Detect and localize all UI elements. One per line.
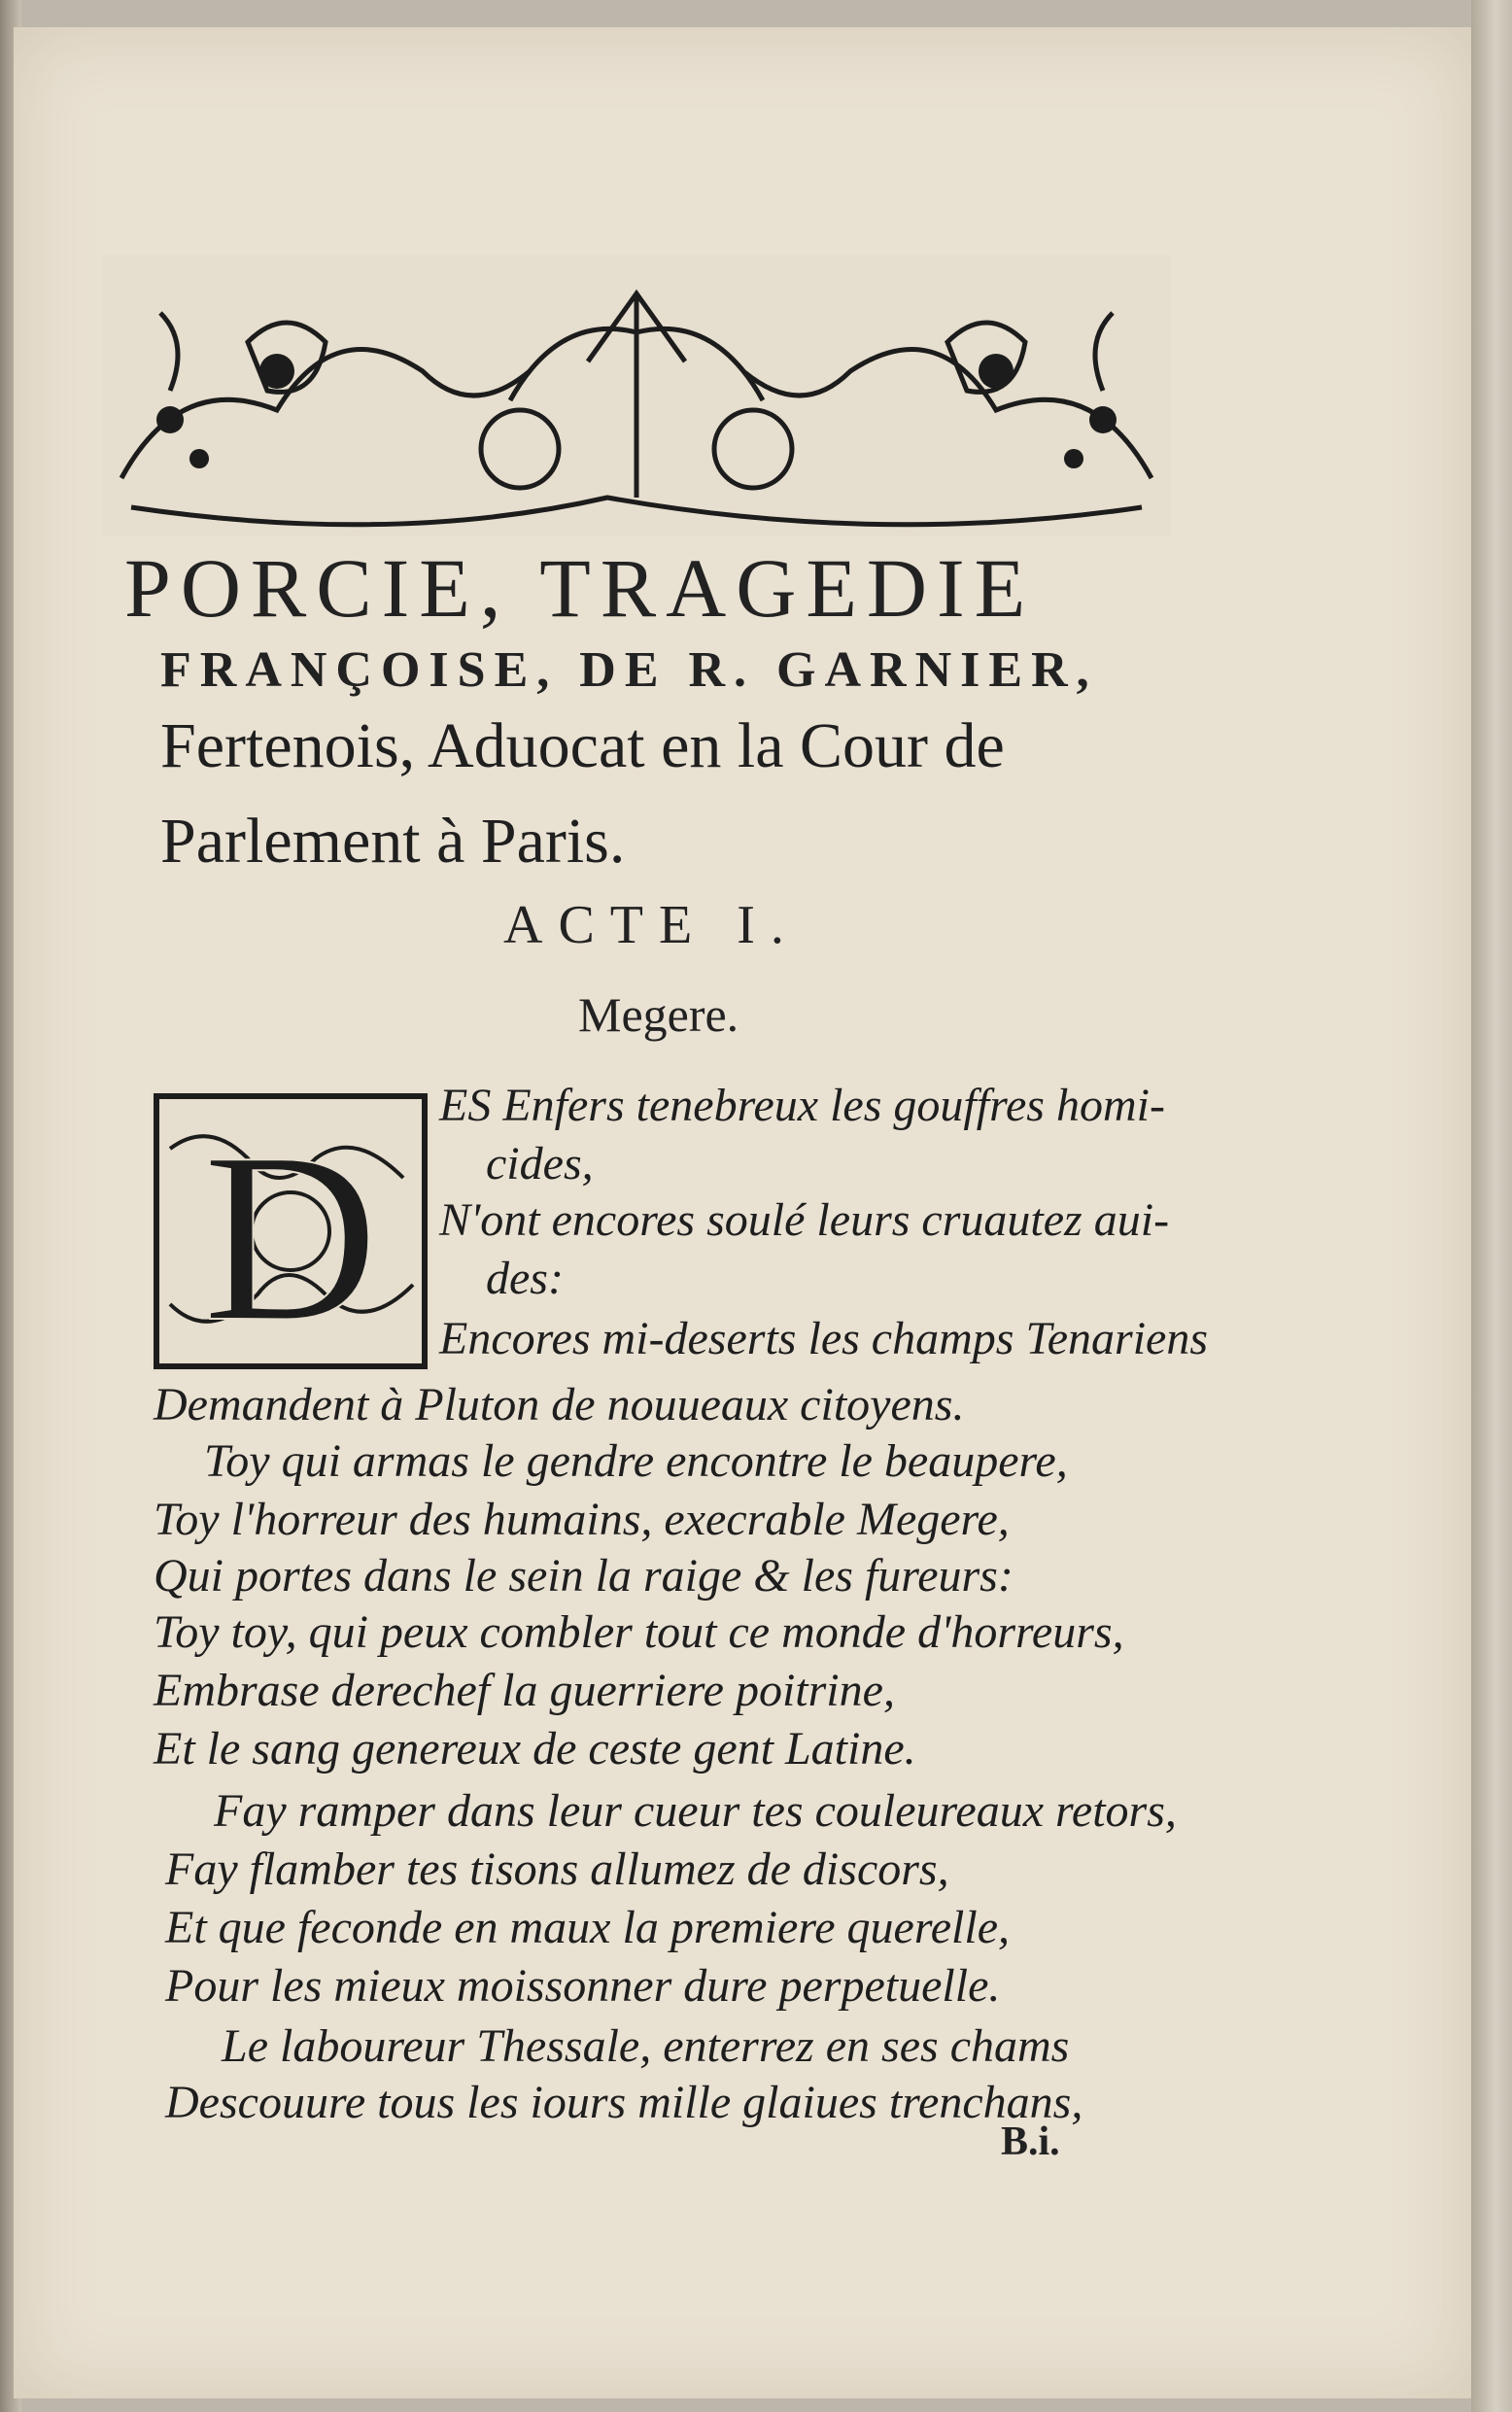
verse-line-2: cides, — [486, 1138, 594, 1189]
verse-line-4: des: — [486, 1253, 564, 1304]
verse-line-14: Fay flamber tes tisons allumez de discors, — [165, 1843, 949, 1895]
page-edge — [1471, 0, 1512, 2412]
verse-line-3: N'ont encores soulé leurs cruautez aui- — [439, 1194, 1170, 1246]
verse-line-5: Encores mi-deserts les champs Tenariens — [439, 1313, 1209, 1364]
verse-line-15: Et que feconde en maux la premiere querelle, — [165, 1902, 1011, 1953]
play-title: PORCIE, TRAGEDIE — [124, 541, 1036, 635]
signature-mark: B.i. — [1001, 2119, 1060, 2164]
decorated-initial — [151, 1090, 430, 1372]
verse-line-12: Et le sang genereux de ceste gent Latine. — [154, 1723, 916, 1775]
verse-line-13: Fay ramper dans leur cueur tes couleureaux retors, — [214, 1785, 1177, 1837]
woodcut-headpiece — [102, 255, 1171, 536]
verse-line-16: Pour les mieux moissonner dure perpetuelle. — [165, 1960, 1001, 2012]
verse-line-6: Demandent à Pluton de nouueaux citoyens. — [154, 1379, 965, 1430]
verse-line-17: Le laboureur Thessale, enterrez en ses chams — [222, 2020, 1070, 2072]
verse-line-1: ES Enfers tenebreux les gouffres homi- — [439, 1080, 1165, 1131]
verse-line-18: Descouure tous les iours mille glaiues trenchans, — [165, 2077, 1083, 2128]
subtitle-location: Parlement à Paris. — [160, 806, 626, 877]
subtitle-profession: Fertenois, Aduocat en la Cour de — [160, 710, 1005, 781]
dropcap-letter: D — [202, 1103, 379, 1372]
verse-line-10: Toy toy, qui peux combler tout ce monde d'horreurs, — [154, 1606, 1124, 1658]
verse-line-8: Toy l'horreur des humains, execrable Megere, — [154, 1494, 1010, 1545]
verse-line-11: Embrase derechef la guerriere poitrine, — [154, 1665, 895, 1716]
speaker-name: Megere. — [578, 987, 739, 1042]
verse-line-9: Qui portes dans le sein la raige & les fureurs: — [154, 1550, 1014, 1602]
verse-line-7: Toy qui armas le gendre encontre le beaupere, — [204, 1435, 1068, 1487]
subtitle-author: FRANÇOISE, DE R. GARNIER, — [160, 642, 1098, 698]
act-heading: ACTE I. — [503, 895, 800, 955]
